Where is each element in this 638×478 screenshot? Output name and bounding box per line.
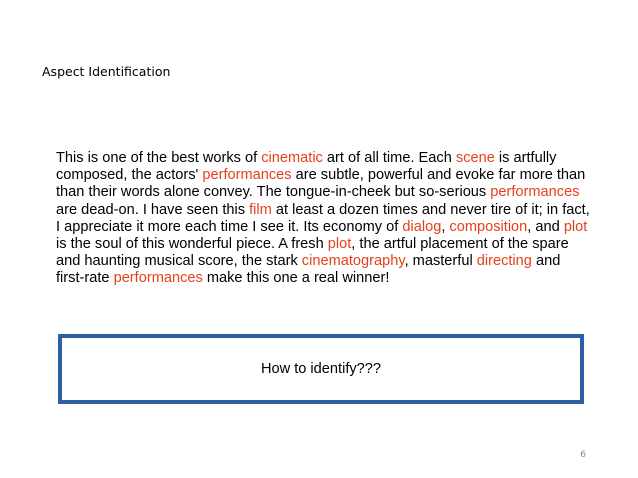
review-text-segment: are subtle, powerful and evoke far more than — [291, 167, 586, 184]
review-text-segment: make this one a real winner! — [202, 270, 390, 287]
review-line — [56, 253, 596, 270]
review-text-segment: at least a dozen times and never tire of it; in fact, — [271, 201, 590, 218]
review-text-segment: and haunting musical score, the stark — [56, 253, 302, 270]
aspect-term: scene — [455, 150, 495, 166]
aspect-term: cinematic — [261, 150, 323, 166]
aspect-term: cinematography — [301, 253, 405, 270]
question-text: How to identify??? — [260, 361, 382, 377]
aspect-term: plot — [327, 236, 352, 253]
review-text-segment: than their words alone convey. The tongue-in-cheek but so-serious — [56, 184, 491, 201]
review-text-segment: , and — [527, 218, 564, 235]
review-text-segment: are dead-on. I have seen this — [56, 201, 250, 218]
review-text-segment: and — [531, 253, 561, 270]
aspect-term: performances — [113, 270, 203, 287]
review-line — [56, 236, 596, 253]
page-number: 6 — [580, 450, 586, 460]
aspect-term: performances — [490, 184, 580, 201]
review-text-segment: I appreciate it more each time I see it. Its economy of — [56, 218, 403, 235]
review-line — [56, 167, 596, 184]
aspect-term: plot — [563, 218, 588, 235]
review-line — [56, 270, 596, 287]
review-text-segment: , masterful — [404, 253, 477, 270]
aspect-term: dialog — [402, 218, 442, 235]
review-line — [56, 202, 596, 219]
aspect-term: directing — [476, 253, 532, 270]
review-line — [56, 184, 596, 201]
review-text-segment: , the artful placement of the spare — [351, 236, 569, 253]
review-text-segment: is artfully — [494, 150, 557, 166]
review-line — [56, 219, 596, 236]
slide-title: Aspect Identification — [42, 64, 171, 79]
aspect-term: performances — [202, 167, 292, 184]
review-text — [56, 150, 596, 288]
review-line — [56, 150, 596, 167]
review-text-segment: , — [441, 218, 450, 235]
review-text-segment: is the soul of this wonderful piece. A fresh — [56, 236, 328, 253]
review-text-segment: This is one of the best works of — [56, 150, 262, 166]
review-text-segment: art of all time. Each — [322, 150, 456, 166]
review-text-segment: composed, the actors' — [56, 167, 203, 184]
review-text-segment: first-rate — [56, 270, 114, 287]
aspect-term: composition — [449, 218, 528, 235]
aspect-term: film — [249, 201, 272, 218]
question-box — [58, 334, 584, 404]
